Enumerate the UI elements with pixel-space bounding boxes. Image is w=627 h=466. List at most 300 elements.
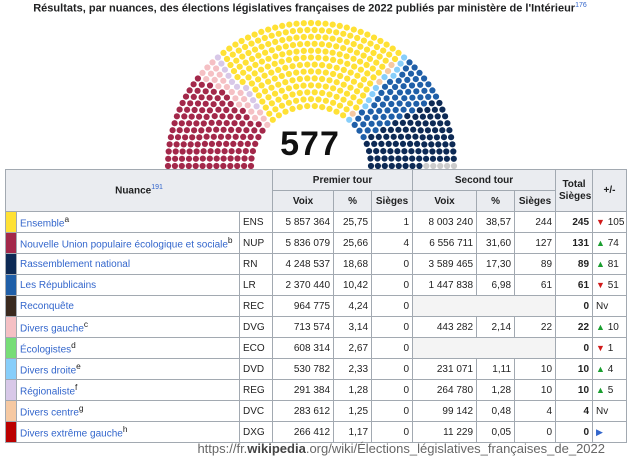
seat-dvc [385,68,391,74]
seat-nup [184,107,190,113]
seat-lr [401,83,407,89]
increase-arrow-icon: ▲ [596,363,605,374]
round2-empty [413,296,556,317]
party-name-link[interactable]: Divers droite [20,365,77,377]
seat-ens [344,39,350,45]
seat-ens [227,62,233,68]
seats-round1: 0 [372,254,413,275]
seat-dvg [238,90,244,96]
seat-ens [351,27,357,33]
table-row [6,254,627,275]
seat-ens [315,34,321,40]
party-name-link[interactable]: Les Républicains [20,279,97,291]
seat-nup [204,114,210,120]
seat-reg [247,91,253,97]
decrease-arrow-icon: ▼ [596,342,605,353]
seat-ens [348,70,354,76]
seat-ens [279,73,285,79]
seat-ens [282,94,288,100]
seat-dvg [245,102,251,108]
seat-ens [308,34,314,40]
percent-round2: 0,05 [477,422,515,443]
seat-ens [379,64,385,70]
seat-ens [350,94,356,100]
decrease-arrow-icon: ▼ [596,279,605,290]
seat-ens [269,47,275,53]
seat-dvg [217,72,223,78]
party-note[interactable]: h [122,424,128,435]
seat-nup [199,107,205,113]
percent-round2: 2,14 [477,317,515,338]
seat-ens [301,34,307,40]
percent-round1: 1,28 [334,380,372,401]
total-seats: 0 [556,422,593,443]
votes-round2: 99 142 [413,401,477,422]
seat-rn [435,113,441,119]
seat-ens [262,88,268,94]
seat-ens [344,76,350,82]
seat-ens [367,56,373,62]
seat-ens [376,70,382,76]
seat-lr [384,95,390,101]
percent-round2: 0,48 [477,401,515,422]
seat-ens [340,112,346,118]
votes-round1: 283 612 [273,401,334,422]
seat-ens [364,47,370,53]
seat-ens [262,73,268,79]
seat-reg [215,54,221,60]
seat-ens [286,36,292,42]
seat-ens [340,97,346,103]
seat-ens [319,76,325,82]
party-name-cell [17,212,240,233]
seat-ens [358,67,364,73]
party-note[interactable]: b [227,235,233,246]
seats-round1: 0 [372,359,413,380]
party-color-swatch [6,212,17,233]
seat-ens [330,100,336,106]
party-name-link[interactable]: Divers gauche [20,323,84,335]
seat-ens [293,84,299,90]
seat-ens [340,31,346,37]
seat-lr [421,75,427,81]
seat-ens [297,90,303,96]
seat-lr [376,108,382,114]
seat-nup [215,95,221,101]
seat-ens [351,79,357,85]
seat-ens [380,48,386,54]
seat-ens [308,68,314,74]
seat-ens [272,39,278,45]
party-code: DXG [240,422,273,443]
seat-dvg [199,70,205,76]
party-color-swatch [6,338,17,359]
seat-lr [409,95,415,101]
seat-ens [386,52,392,58]
party-name-link[interactable]: Rassemblement national [20,258,131,270]
party-color-swatch [6,233,17,254]
seat-dvd [366,97,372,103]
party-note[interactable]: a [64,214,70,225]
party-name-link[interactable]: Régionaliste [20,386,76,398]
seat-rn [432,107,438,113]
seat-ens [301,20,307,26]
seat-ens [276,45,282,51]
seat-lr [382,84,388,90]
votes-round1: 266 412 [273,422,334,443]
total-seats: 22 [556,317,593,338]
seat-lr [413,101,419,107]
votes-round1: 964 775 [273,296,334,317]
seat-ens [282,65,288,71]
nuance-reference[interactable]: 191 [151,184,163,192]
seat-ens [337,37,343,43]
seat-ens [322,49,328,55]
seat-ens [301,48,307,54]
increase-arrow-icon: ▲ [596,384,605,395]
seat-nup [211,89,217,95]
party-code: ENS [240,212,273,233]
seat-ens [326,42,332,48]
seat-ens [334,79,340,85]
total-seats: 61 [556,275,593,296]
seat-nup [195,88,201,94]
seat-ens [259,59,265,65]
party-name-cell [17,296,240,317]
party-note[interactable]: g [78,403,84,414]
seat-nup [199,82,205,88]
seat-nup [183,94,189,100]
seat-nup [207,107,213,113]
header-change: +/- [593,170,627,212]
seat-lr [396,113,402,119]
seat-dvg [224,84,230,90]
seat-lr [403,65,409,71]
seat-lr [425,81,431,87]
seat-ens [265,64,271,70]
votes-round1: 713 574 [273,317,334,338]
seat-rn [442,113,448,119]
seat-nup [207,95,213,101]
header-seats-r2: Sièges [515,191,556,212]
party-name-cell [17,233,240,254]
seat-ens [392,56,398,62]
seat-dvg [252,115,258,121]
seat-ens [258,67,264,73]
seat-ens [361,53,367,59]
seat-ens [286,50,292,56]
votes-round1: 5 836 079 [273,233,334,254]
percent-round2: 1,28 [477,380,515,401]
seat-ens [312,103,318,109]
seat-ens [237,64,243,70]
total-seats: 0 [556,338,593,359]
seat-lr [399,72,405,78]
party-name-link[interactable]: Divers extrême gauche [20,428,123,440]
party-code: NUP [240,233,273,254]
seat-reg [218,61,224,67]
seat-ens [262,50,268,56]
table-caption [0,2,620,15]
seats-round2: 127 [515,233,556,254]
seat-nup [235,114,241,120]
party-name-cell [17,317,240,338]
percent-round2: 6,98 [477,275,515,296]
seat-nup [231,107,237,113]
seats-round1: 0 [372,317,413,338]
seat-ens [283,29,289,35]
seat-nup [207,82,213,88]
seat-ens [293,35,299,41]
seat-ens [330,22,336,28]
results-table [5,169,627,443]
seat-lr [417,94,423,100]
party-note[interactable]: c [83,319,89,330]
seat-ens [297,62,303,68]
votes-round2: 231 071 [413,359,477,380]
seat-ens [245,50,251,56]
seat-ens [330,57,336,63]
seat-ens [272,61,278,67]
seat-lr [421,88,427,94]
seat-ens [269,33,275,39]
percent-round1: 4,24 [334,296,372,317]
seat-reg [243,85,249,91]
seat-ens [326,63,332,69]
seat-nup [203,101,209,107]
seat-dvg [215,83,221,89]
seat-ens [364,70,370,76]
votes-round2: 443 282 [413,317,477,338]
seat-dvg [241,96,247,102]
seat-rn [412,114,418,120]
seat-nup [212,113,218,119]
seat-nup [240,108,246,114]
seat-ens [340,45,346,51]
header-row-1 [6,170,627,191]
seat-lr [433,94,439,100]
header-total-seats: Total Sièges [556,170,593,212]
seat-lr [381,114,387,120]
increase-arrow-icon: ▲ [596,321,605,332]
seat-ens [370,50,376,56]
seat-ens [239,38,245,44]
seat-ens [233,58,239,64]
seat-ens [265,94,271,100]
seat-ens [333,29,339,35]
seat-ens [367,80,373,86]
seat-ens [370,74,376,80]
seat-ens [275,82,281,88]
seat-ens [279,23,285,29]
seat-nup [215,107,221,113]
seat-ens [315,55,321,61]
seat-ens [232,42,238,48]
increase-arrow-icon: ▲ [596,237,605,248]
header-round2: Second tour [413,170,556,191]
seat-nup [181,113,187,119]
table-row [6,317,627,338]
seat-ens [347,33,353,39]
seat-ens [323,56,329,62]
seat-lr [405,101,411,107]
table-row [6,338,627,359]
seat-ens [258,29,264,35]
seat-dvg [203,76,209,82]
caption-reference[interactable]: 176 [575,2,587,9]
party-name-cell [17,401,240,422]
seat-lr [412,64,418,70]
party-code: DVC [240,401,273,422]
seat-ens [279,51,285,57]
seat-ens [377,38,383,44]
seat-ens [272,106,278,112]
total-seats: 89 [556,254,593,275]
seat-ens [341,67,347,73]
seat-ens [293,70,299,76]
table-row [6,359,627,380]
party-color-swatch [6,275,17,296]
seat-ens [304,103,310,109]
seat-ens [236,48,242,54]
round2-empty [413,338,556,359]
seat-nup [203,88,209,94]
seat-dvd [390,73,396,79]
seat-ens [286,57,292,63]
table-row [6,233,627,254]
seat-ens [384,42,390,48]
seat-nup [195,75,201,81]
seat-ens [334,65,340,71]
party-name-link[interactable]: Divers centre [20,407,79,419]
party-name-cell [17,359,240,380]
seat-ens [326,77,332,83]
party-name-link[interactable]: Écologistes [20,344,72,356]
seat-change: ▲ 10 [593,317,627,338]
seat-ens [315,83,321,89]
seat-ens [245,35,251,41]
seat-nup [228,101,234,107]
header-pct-r1: % [334,191,372,212]
seat-ens [283,43,289,49]
seat-ens [265,41,271,47]
seat-dvg [213,65,219,71]
seat-lr [405,89,411,95]
party-note[interactable]: d [71,340,76,351]
seat-ens [272,53,278,59]
votes-round2: 3 589 465 [413,254,477,275]
votes-round1: 5 857 364 [273,212,334,233]
seat-ens [326,28,332,34]
seat-lr [404,77,410,83]
votes-round2: 11 229 [413,422,477,443]
seat-ens [330,71,336,77]
votes-round1: 608 314 [273,338,334,359]
party-color-swatch [6,317,17,338]
seats-round2: 10 [515,380,556,401]
seat-rn [424,107,430,113]
caption-text: Résultats, par nuances, des élections législatives françaises de 2022 publiés par ministère de l'Intérieur [33,2,576,15]
seat-ens [255,53,261,59]
seat-ens [360,92,366,98]
seat-lr [375,96,381,102]
seat-nup [219,89,225,95]
seat-ens [383,58,389,64]
seat-lr [409,82,415,88]
percent-round2: 1,11 [477,359,515,380]
seat-dvd [398,61,404,67]
seats-round2: 4 [515,401,556,422]
seat-lr [413,88,419,94]
seat-ens [304,75,310,81]
seat-lr [393,107,399,113]
seat-nup [187,87,193,93]
seat-nup [199,94,205,100]
party-color-swatch [6,296,17,317]
seat-lr [401,107,407,113]
seat-ens [270,117,276,123]
seat-dvd [346,117,352,123]
seat-ens [337,51,343,57]
seat-reg [222,67,228,73]
seat-ens [364,62,370,68]
seat-ens [344,25,350,31]
seat-ens [347,85,353,91]
seats-round1: 0 [372,380,413,401]
seats-round1: 0 [372,401,413,422]
percent-round1: 2,67 [334,338,372,359]
party-code: REG [240,380,273,401]
seat-ens [252,70,258,76]
party-name-cell [17,338,240,359]
seat-ens [367,41,373,47]
party-note[interactable]: e [76,361,81,372]
seat-ens [279,103,285,109]
seat-ens [242,44,248,50]
party-name-link[interactable]: Nouvelle Union populaire écologique et sociale [20,239,228,251]
party-note[interactable]: f [75,382,78,393]
party-name-link[interactable]: Reconquête [20,300,74,312]
table-row [6,401,627,422]
seat-ens [364,32,370,38]
seat-ens [337,88,343,94]
total-seats: 131 [556,233,593,254]
seat-reg [229,79,235,85]
source-url: https://fr.wikipedia.org/wiki/Élections_législatives_françaises_de_2022 [197,441,605,456]
seat-ens [239,54,245,60]
seat-change [593,422,627,443]
seat-nup [211,101,217,107]
seat-nup [219,113,225,119]
seat-ens [315,48,321,54]
party-name-link[interactable]: Ensemble [20,218,65,230]
seat-ens [240,79,246,85]
seat-ens [252,47,258,53]
seat-ens [377,54,383,60]
seat-lr [392,95,398,101]
table-row [6,212,627,233]
seat-ens [326,91,332,97]
seat-ens [326,106,332,112]
seat-dvg [212,77,218,83]
seats-round2: 61 [515,275,556,296]
total-seats: 4 [556,401,593,422]
seat-ens [293,21,299,27]
seat-lr [413,76,419,82]
seat-ens [357,59,363,65]
seat-dvc [376,79,382,85]
seat-ens [252,62,258,68]
